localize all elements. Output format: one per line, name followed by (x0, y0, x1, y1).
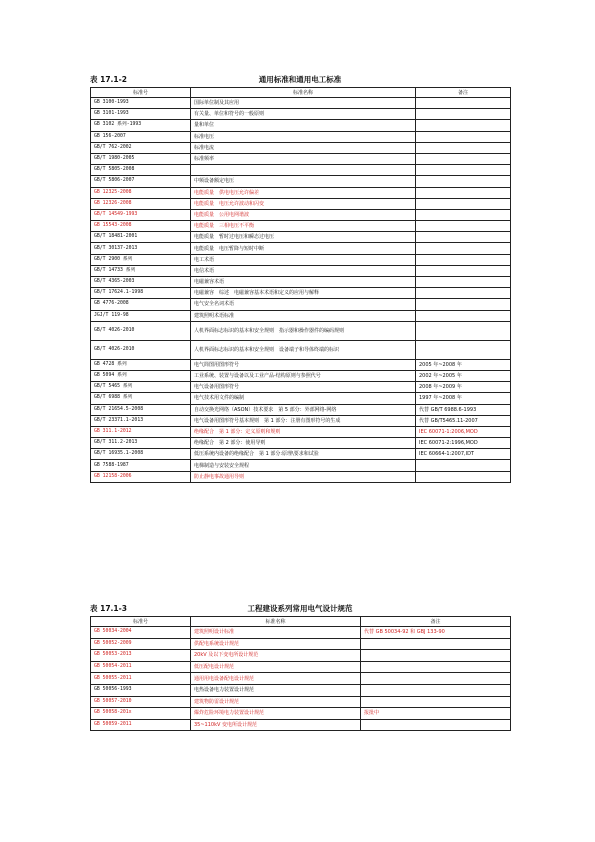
standard-code-cell: GB 3102 系列-1993 (91, 120, 191, 131)
table-row (91, 187, 511, 198)
standard-code-cell: GB/T 30137-2013 (91, 243, 191, 254)
table-row (91, 393, 511, 404)
standard-name-cell: 电能质量 公用电网谐波 (191, 209, 416, 220)
standard-name-cell: 电梯制造与安装安全规程 (191, 460, 416, 471)
standard-code-cell: GB/T 4026-2010 (91, 340, 191, 359)
table-row (91, 627, 511, 639)
note-cell (416, 153, 511, 164)
standard-code-cell: GB 156-2007 (91, 131, 191, 142)
standard-name-cell: 电工术语 (191, 254, 416, 265)
standard-name-cell: 电气简图用图形符号 (191, 359, 416, 370)
standard-name-cell: 35~110kV 变电所设计规范 (191, 719, 361, 731)
note-cell: IEC 60071-1:2006,MOD (416, 426, 511, 437)
standard-code-cell: GB 12158-2006 (91, 471, 191, 482)
table-row (91, 299, 511, 310)
standard-name-cell: 电磁兼容术语 (191, 277, 416, 288)
table2-title: 工程建设系列常用电气设计规范 (247, 604, 353, 613)
table-row (91, 277, 511, 288)
standard-name-cell: 电气技术用文件的编制 (191, 393, 416, 404)
table-row (91, 109, 511, 120)
note-cell (361, 696, 511, 708)
table1-number: 表 17.1-2 (90, 75, 127, 84)
header-note: 备注 (416, 88, 511, 98)
standard-name-cell: 国际单位制及其应用 (191, 98, 416, 109)
standard-code-cell: GB/T 23371.1-2013 (91, 415, 191, 426)
table-row (91, 719, 511, 731)
table-row (91, 673, 511, 685)
table-row (91, 382, 511, 393)
standard-name-cell: 人机界面标志标识的基本和安全规则 设备端子和导体终端的标识 (191, 340, 416, 359)
general-standards-table (90, 87, 511, 483)
note-cell: 代替 GB 50034-92 和 GBJ 133-90 (361, 627, 511, 639)
table-header-row (91, 88, 511, 98)
table-row (91, 471, 511, 482)
standard-name-cell: 电能质量 电压暂降与短时中断 (191, 243, 416, 254)
note-cell (361, 661, 511, 673)
note-cell (361, 650, 511, 662)
table-row (91, 254, 511, 265)
note-cell (416, 340, 511, 359)
standard-code-cell: GB 7588-1987 (91, 460, 191, 471)
standard-name-cell: 工业系统、装置与设备以及工业产品-结构原则与参照代号 (191, 370, 416, 381)
table-row (91, 696, 511, 708)
note-cell (416, 142, 511, 153)
standard-code-cell: GB/T 4026-2010 (91, 321, 191, 340)
standard-code-cell: GB/T 16935.1-2008 (91, 449, 191, 460)
note-cell: 1997 年~2008 年 (416, 393, 511, 404)
standard-code-cell: GB 50057-2010 (91, 696, 191, 708)
note-cell (361, 673, 511, 685)
note-cell (416, 288, 511, 299)
table-row (91, 221, 511, 232)
note-cell (416, 310, 511, 321)
standard-code-cell: GB 5094 系列 (91, 370, 191, 381)
standard-code-cell: GB 3100-1993 (91, 98, 191, 109)
standard-name-cell: 电能质量 暂时过电压和瞬态过电压 (191, 232, 416, 243)
standard-code-cell: GB 4728 系列 (91, 359, 191, 370)
standard-name-cell: 20kV 及以下变电所设计规范 (191, 650, 361, 662)
table-row (91, 153, 511, 164)
standard-name-cell: 电气设备用图形符号 (191, 382, 416, 393)
table-row (91, 460, 511, 471)
note-cell (416, 265, 511, 276)
note-cell (416, 277, 511, 288)
note-cell (416, 254, 511, 265)
standard-name-cell: 爆炸危险环境电力装置设计规范 (191, 708, 361, 720)
standard-code-cell: GB 50059-2011 (91, 719, 191, 731)
standard-code-cell: GB 3101-1993 (91, 109, 191, 120)
table-row (91, 198, 511, 209)
note-cell: 2008 年~2009 年 (416, 382, 511, 393)
standard-code-cell: GB/T 14549-1993 (91, 209, 191, 220)
standard-code-cell: GB 50054-2011 (91, 661, 191, 673)
table-row (91, 404, 511, 415)
note-cell (361, 719, 511, 731)
table-row (91, 176, 511, 187)
table-row (91, 449, 511, 460)
standard-code-cell: GB 311.1-2012 (91, 426, 191, 437)
table-row (91, 370, 511, 381)
standard-code-cell: GB 12326-2008 (91, 198, 191, 209)
standard-code-cell: GB/T 18481-2001 (91, 232, 191, 243)
standard-code-cell: GB 4776-2008 (91, 299, 191, 310)
table1-title: 通用标准和通用电工标准 (258, 75, 342, 84)
table-row (91, 209, 511, 220)
standard-name-cell: 建筑照明术语标准 (191, 310, 416, 321)
note-cell (361, 638, 511, 650)
standard-name-cell: 电热设备电力装置设计规范 (191, 684, 361, 696)
standard-code-cell: GB 50058-201x (91, 708, 191, 720)
note-cell (416, 187, 511, 198)
table-row (91, 288, 511, 299)
table-header-row (91, 617, 511, 627)
standard-code-cell: GB/T 4365-2003 (91, 277, 191, 288)
standard-name-cell: 标准电流 (191, 142, 416, 153)
standard-name-cell: 电气设备用图形符号基本规则 第 1 部分：注册有图形符号的生成 (191, 415, 416, 426)
standard-name-cell: 电磁兼容 综述 电磁兼容基本术语和定义的应用与解释 (191, 288, 416, 299)
table2-number: 表 17.1-3 (90, 604, 127, 613)
table-row (91, 165, 511, 176)
standard-name-cell: 人机界面标志标识的基本和安全规则 指示器和操作器件的编码规则 (191, 321, 416, 340)
note-cell (416, 131, 511, 142)
table-row (91, 426, 511, 437)
note-cell (416, 221, 511, 232)
table-row (91, 415, 511, 426)
standard-code-cell: GB 15543-2008 (91, 221, 191, 232)
table-row (91, 321, 511, 340)
table-row (91, 98, 511, 109)
standard-name-cell: 电能质量 三相电压不平衡 (191, 221, 416, 232)
standard-name-cell: 通用用电设备配电设计规范 (191, 673, 361, 685)
note-cell: 2002 年~2005 年 (416, 370, 511, 381)
header-name: 标准名称 (191, 88, 416, 98)
note-cell (416, 209, 511, 220)
note-cell (416, 198, 511, 209)
header-name: 标准名称 (191, 617, 361, 627)
standard-code-cell: GB/T 21654.5-2008 (91, 404, 191, 415)
standard-code-cell: GB/T 1980-2005 (91, 153, 191, 164)
standard-code-cell: GB/T 5465 系列 (91, 382, 191, 393)
table-row (91, 232, 511, 243)
standard-code-cell: GB/T 5806-2007 (91, 176, 191, 187)
table-row (91, 340, 511, 359)
table-row (91, 310, 511, 321)
standard-code-cell: GB 50056-1993 (91, 684, 191, 696)
standard-name-cell: 标准电压 (191, 131, 416, 142)
note-cell (416, 243, 511, 254)
note-cell (416, 471, 511, 482)
standard-name-cell: 低压系统内设备的绝缘配合 第 1 部分:原理\要求和试验 (191, 449, 416, 460)
table-row (91, 650, 511, 662)
design-codes-table (90, 616, 511, 731)
note-cell (416, 460, 511, 471)
table2-caption (90, 603, 510, 617)
header-code: 标准号 (91, 617, 191, 627)
table-row (91, 120, 511, 131)
header-code: 标准号 (91, 88, 191, 98)
standard-name-cell: 有关量、单位和符号的一般原则 (191, 109, 416, 120)
standard-code-cell: GB/T 17624.1-1998 (91, 288, 191, 299)
table-row (91, 438, 511, 449)
table-row (91, 142, 511, 153)
standard-code-cell: GB/T 762-2002 (91, 142, 191, 153)
table-row (91, 661, 511, 673)
standard-name-cell: 中频设备额定电压 (191, 176, 416, 187)
note-cell (416, 98, 511, 109)
standard-code-cell: GB/T 2900 系列 (91, 254, 191, 265)
table-row (91, 708, 511, 720)
note-cell (416, 299, 511, 310)
standard-code-cell: GB/T 5805-2008 (91, 165, 191, 176)
note-cell: IEC 60071-2:1996,MOD (416, 438, 511, 449)
standard-code-cell: GB 50052-2009 (91, 638, 191, 650)
standard-code-cell: GB/T 311.2-2013 (91, 438, 191, 449)
standard-name-cell: 自动交换光网络（ASON）技术要求 第 5 部分：外部网络-网络 (191, 404, 416, 415)
note-cell: IEC 60664-1:2007,IDT (416, 449, 511, 460)
note-cell: 2005 年~2008 年 (416, 359, 511, 370)
standard-name-cell: 防止静电事故通用导则 (191, 471, 416, 482)
standard-name-cell: 建筑物防雷设计规范 (191, 696, 361, 708)
standard-name-cell: 电能质量 电压允许波动和闪变 (191, 198, 416, 209)
table-row (91, 243, 511, 254)
note-cell: 代替 GB/T5465.11-2007 (416, 415, 511, 426)
header-note: 备注 (361, 617, 511, 627)
note-cell (416, 176, 511, 187)
standard-code-cell: GB/T 14733 系列 (91, 265, 191, 276)
note-cell (416, 120, 511, 131)
standard-code-cell: GB 12325-2008 (91, 187, 191, 198)
standard-code-cell: GB 50034-2004 (91, 627, 191, 639)
standard-name-cell: 建筑照明设计标准 (191, 627, 361, 639)
table-row (91, 638, 511, 650)
standard-name-cell: 绝缘配合 第 2 部分：使用导则 (191, 438, 416, 449)
note-cell (416, 232, 511, 243)
standard-code-cell: GB/T 6988 系列 (91, 393, 191, 404)
note-cell (416, 165, 511, 176)
table1-caption (90, 74, 510, 88)
note-cell (361, 684, 511, 696)
standard-name-cell (191, 165, 416, 176)
standard-name-cell: 低压配电设计规范 (191, 661, 361, 673)
standard-code-cell: GB 50055-2011 (91, 673, 191, 685)
standard-code-cell: JGJ/T 119-98 (91, 310, 191, 321)
table-row (91, 359, 511, 370)
note-cell: 报批中 (361, 708, 511, 720)
note-cell: 代替 GB/T 6988.6-1993 (416, 404, 511, 415)
standard-name-cell: 标准频率 (191, 153, 416, 164)
table-row (91, 684, 511, 696)
table-row (91, 265, 511, 276)
standard-name-cell: 电气安全名词术语 (191, 299, 416, 310)
standard-name-cell: 量和单位 (191, 120, 416, 131)
standard-name-cell: 电信术语 (191, 265, 416, 276)
note-cell (416, 321, 511, 340)
standard-name-cell: 电能质量 供电电压允许偏差 (191, 187, 416, 198)
table-row (91, 131, 511, 142)
standard-name-cell: 供配电系统设计规范 (191, 638, 361, 650)
standard-name-cell: 绝缘配合 第 1 部分：定义原则和规则 (191, 426, 416, 437)
standard-code-cell: GB 50053-2013 (91, 650, 191, 662)
note-cell (416, 109, 511, 120)
